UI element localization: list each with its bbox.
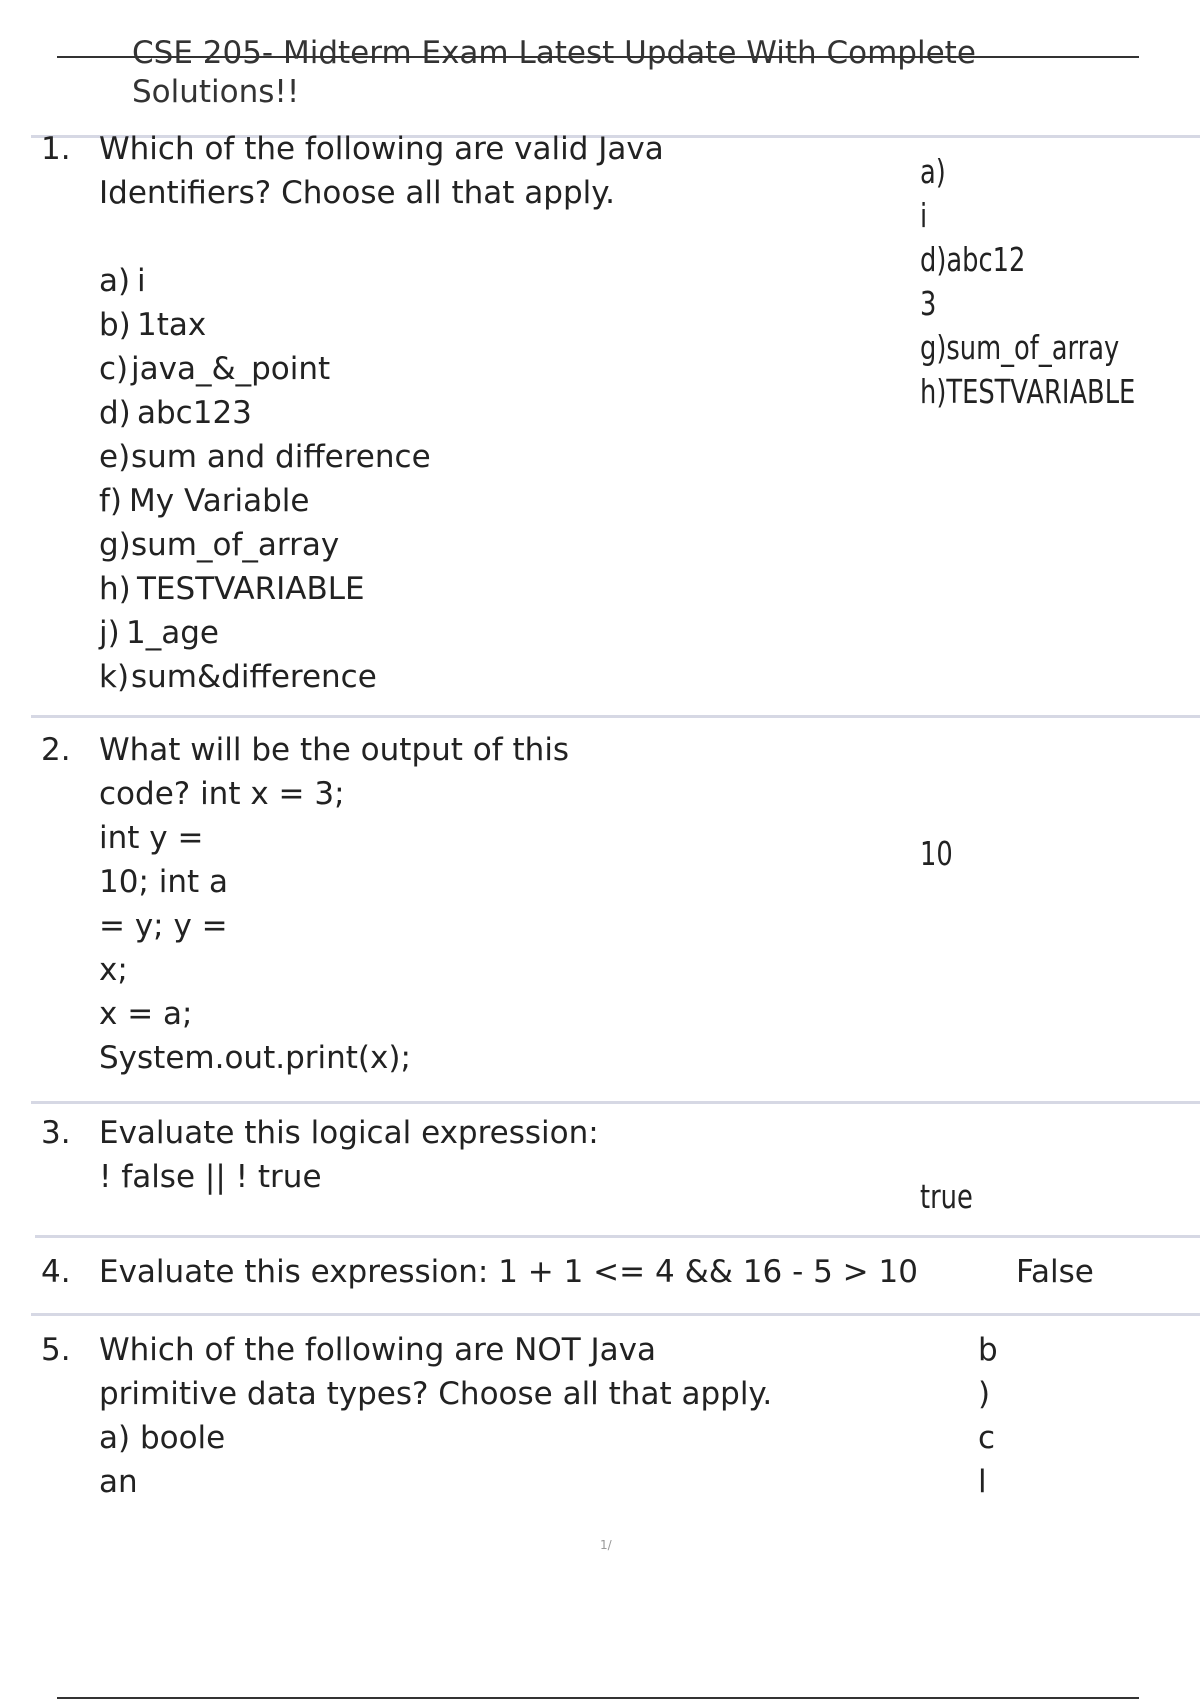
row-separator (31, 715, 1200, 718)
question-number: 5. (41, 1332, 71, 1368)
question-line: Which of the following are valid Java (99, 131, 664, 167)
question-line: Evaluate this logical expression: (99, 1115, 599, 1151)
option-item (99, 347, 664, 391)
row-separator (35, 1235, 1200, 1238)
row-separator (31, 1313, 1200, 1316)
answer-line: l (978, 1464, 987, 1500)
option-key: a) (99, 263, 131, 299)
option-item (99, 611, 664, 655)
answer-line: h)TESTVARIABLE (920, 372, 1136, 411)
option-text: i (137, 263, 146, 299)
question-line: Evaluate this expression: 1 + 1 <= 4 && 16 - 5 > 10 (99, 1254, 918, 1290)
option-key: b) (99, 307, 131, 343)
question-5-answer (978, 1328, 998, 1504)
option-text: 1_age (126, 615, 219, 651)
option-item (99, 391, 664, 435)
option-text: TESTVARIABLE (137, 571, 365, 607)
page-bottom-rule (57, 1697, 1139, 1699)
option-key: k) (99, 659, 130, 695)
question-line: primitive data types? Choose all that apply. (99, 1376, 773, 1412)
question-4-answer (1016, 1250, 1094, 1294)
question-line: a) boole (99, 1420, 226, 1456)
answer-line: i (920, 196, 928, 235)
question-number: 1. (41, 131, 71, 167)
question-4-text (99, 1250, 918, 1294)
question-line: an (99, 1464, 138, 1500)
title-line: CSE 205- Midterm Exam Latest Update With Complete (132, 35, 976, 71)
answer-line: b (978, 1332, 998, 1368)
option-list (99, 259, 664, 699)
question-line: 10; int a (99, 864, 229, 900)
question-number: 3. (41, 1115, 71, 1151)
answer-line: 10 (920, 834, 953, 873)
question-line: Which of the following are NOT Java (99, 1332, 656, 1368)
option-key: j) (99, 615, 120, 651)
question-number: 2. (41, 732, 71, 768)
answer-line: c (978, 1420, 996, 1456)
option-text: abc123 (137, 395, 252, 431)
option-text: My Variable (129, 483, 310, 519)
question-line: Identifiers? Choose all that apply. (99, 175, 616, 211)
option-text: sum_of_array (131, 527, 340, 563)
option-key: f) (99, 483, 123, 519)
document-title (132, 34, 976, 112)
question-line: System.out.print(x); (99, 1040, 411, 1076)
question-1-text (99, 127, 664, 699)
question-2-text (99, 728, 569, 1080)
option-key: d) (99, 395, 131, 431)
question-line: int y = (99, 820, 204, 856)
question-line: What will be the output of this (99, 732, 570, 768)
question-1-answer (920, 150, 1135, 414)
option-key: c) (99, 351, 129, 387)
option-item (99, 435, 664, 479)
option-text: sum&difference (131, 659, 377, 695)
question-3-text (99, 1111, 599, 1199)
answer-line: true (920, 1177, 973, 1216)
answer-line: ) (978, 1376, 991, 1412)
option-item (99, 567, 664, 611)
option-item (99, 523, 664, 567)
row-separator (31, 1101, 1200, 1104)
answer-line: g)sum_of_array (920, 328, 1120, 367)
title-line: Solutions!! (132, 74, 300, 110)
option-key: g) (99, 527, 131, 563)
answer-line: False (1016, 1254, 1094, 1290)
answer-line: a) (920, 152, 946, 191)
option-text: sum and difference (131, 439, 431, 475)
option-item (99, 479, 664, 523)
option-text: java_&_point (131, 351, 331, 387)
question-number: 4. (41, 1254, 71, 1290)
question-3-answer (920, 1175, 973, 1219)
option-item (99, 259, 664, 303)
option-text: 1tax (137, 307, 207, 343)
option-item (99, 303, 664, 347)
question-line: ! false || ! true (99, 1159, 322, 1195)
question-5-text (99, 1328, 772, 1504)
answer-line: 3 (920, 284, 937, 323)
page-number: 1/ (600, 1538, 612, 1552)
option-item (99, 655, 664, 699)
question-line: code? int x = 3; (99, 776, 345, 812)
question-2-answer (920, 832, 953, 876)
option-key: h) (99, 571, 131, 607)
question-line: x = a; (99, 996, 193, 1032)
question-line: = y; y = (99, 908, 228, 944)
question-line: x; (99, 952, 128, 988)
option-key: e) (99, 439, 131, 475)
answer-line: d)abc12 (920, 240, 1026, 279)
